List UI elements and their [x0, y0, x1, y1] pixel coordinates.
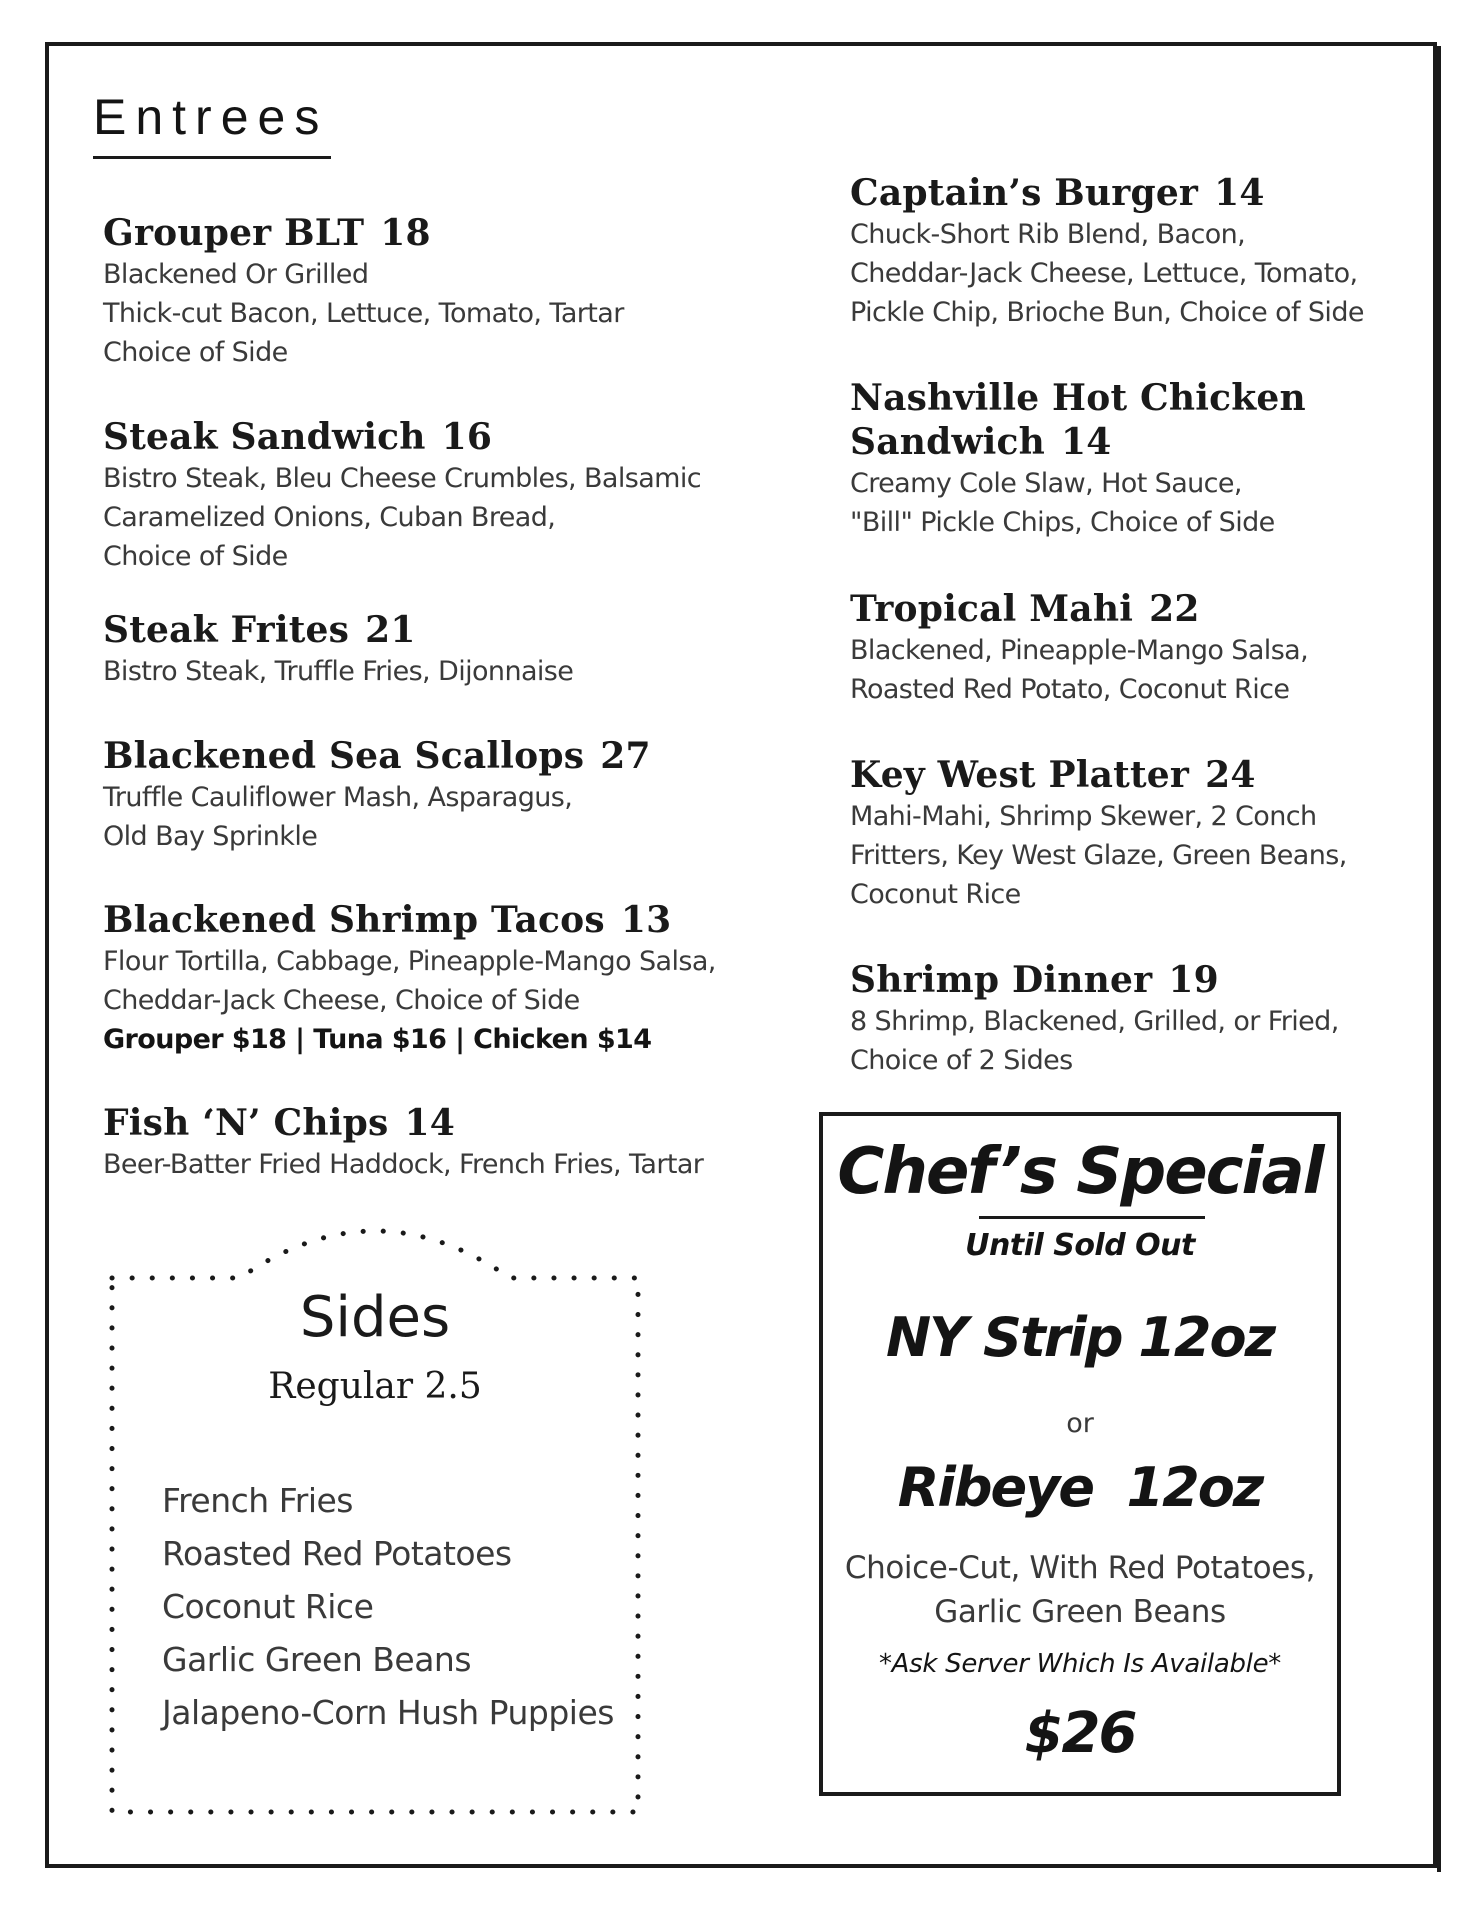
menu-item-blackened-sea-scallops: [103, 734, 743, 856]
side-item: Jalapeno-Corn Hush Puppies: [162, 1693, 614, 1732]
protein-options: Grouper $18 | Tuna $16 | Chicken $14: [103, 1024, 652, 1055]
side-item: Coconut Rice: [162, 1587, 374, 1626]
menu-item-grouper-blt: [103, 211, 743, 372]
item-name: Steak Sandwich: [103, 416, 426, 458]
special-description: Choice-Cut, With Red Potatoes, Garlic Green Beans: [844, 1550, 1316, 1630]
menu-item-nashville-hot-chicken: [850, 376, 1390, 542]
item-price: 27: [600, 735, 651, 777]
item-description: Blackened Or Grilled Thick-cut Bacon, Lettuce, Tomato, Tartar Choice of Side: [103, 259, 624, 368]
side-item: Garlic Green Beans: [162, 1640, 472, 1679]
item-description: Beer-Batter Fried Haddock, French Fries, Tartar: [103, 1149, 704, 1180]
menu-border-shadow: [1437, 46, 1441, 1872]
sides-subtitle: Regular 2.5: [268, 1366, 482, 1407]
item-name: Grouper BLT: [103, 212, 365, 254]
item-price: 14: [1214, 172, 1265, 214]
item-price: 14: [404, 1102, 455, 1144]
special-until-sold-out: Until Sold Out: [965, 1228, 1195, 1263]
section-title-underline: [93, 156, 331, 159]
item-price: 21: [365, 609, 416, 651]
menu-item-key-west-platter: [850, 753, 1390, 914]
item-name: Captain’s Burger: [850, 172, 1199, 214]
menu-item-shrimp-dinner: [850, 958, 1390, 1080]
menu-item-steak-frites: [103, 608, 743, 691]
item-name: Shrimp Dinner: [850, 959, 1153, 1001]
item-name: Blackened Shrimp Tacos: [103, 899, 605, 941]
sides-list: [162, 1474, 614, 1739]
special-title-underline: [979, 1216, 1205, 1219]
menu-item-steak-sandwich: [103, 415, 743, 576]
special-note: *Ask Server Which Is Available*: [878, 1649, 1282, 1679]
chefs-special-box: [819, 1112, 1341, 1796]
item-name: Blackened Sea Scallops: [103, 735, 585, 777]
special-or: or: [1066, 1408, 1094, 1439]
item-name: Steak Frites: [103, 609, 350, 651]
sides-title: Sides: [299, 1285, 451, 1350]
item-description: Mahi-Mahi, Shrimp Skewer, 2 Conch Fritters, Key West Glaze, Green Beans, Coconut Rice: [850, 801, 1347, 910]
item-name: Tropical Mahi: [850, 588, 1134, 630]
item-description: Creamy Cole Slaw, Hot Sauce, "Bill" Pickle Chips, Choice of Side: [850, 468, 1275, 538]
item-name: Key West Platter: [850, 754, 1190, 796]
item-description: 8 Shrimp, Blackened, Grilled, or Fried, Choice of 2 Sides: [850, 1006, 1339, 1076]
menu-item-captains-burger: [850, 171, 1390, 332]
special-price: $26: [1024, 1701, 1136, 1766]
menu-item-fish-n-chips: [103, 1101, 763, 1184]
menu-item-blackened-shrimp-tacos: [103, 898, 763, 1059]
special-title: Chef’s Special: [837, 1135, 1323, 1209]
item-name-line2: Sandwich: [850, 421, 1046, 463]
side-item: Roasted Red Potatoes: [162, 1534, 512, 1573]
item-description: Bistro Steak, Bleu Cheese Crumbles, Balsamic Caramelized Onions, Cuban Bread, Choice of Side: [103, 463, 702, 572]
item-description: Bistro Steak, Truffle Fries, Dijonnaise: [103, 656, 574, 687]
item-price: 16: [441, 416, 493, 458]
item-name: Fish ‘N’ Chips: [103, 1102, 389, 1144]
item-price: 18: [380, 212, 431, 254]
item-price: 13: [620, 899, 672, 941]
item-price: 19: [1168, 959, 1219, 1001]
item-description: Flour Tortilla, Cabbage, Pineapple-Mango Salsa, Cheddar-Jack Cheese, Choice of Side: [103, 946, 716, 1016]
special-option-ny-strip: NY Strip 12oz: [885, 1306, 1275, 1369]
item-description: Blackened, Pineapple-Mango Salsa, Roasted Red Potato, Coconut Rice: [850, 635, 1309, 705]
item-name: Nashville Hot Chicken: [850, 377, 1306, 419]
item-price: 22: [1149, 588, 1200, 630]
side-item: French Fries: [162, 1481, 354, 1520]
item-price: 14: [1061, 421, 1112, 463]
menu-item-tropical-mahi: [850, 587, 1390, 709]
item-description: Truffle Cauliflower Mash, Asparagus, Old Bay Sprinkle: [103, 782, 573, 852]
item-price: 24: [1205, 754, 1256, 796]
section-title: Entrees: [93, 89, 329, 145]
special-option-ribeye: Ribeye 12oz: [897, 1456, 1263, 1519]
item-description: Chuck-Short Rib Blend, Bacon, Cheddar-Jack Cheese, Lettuce, Tomato, Pickle Chip, Brioche Bun, Choice of Side: [850, 219, 1364, 328]
